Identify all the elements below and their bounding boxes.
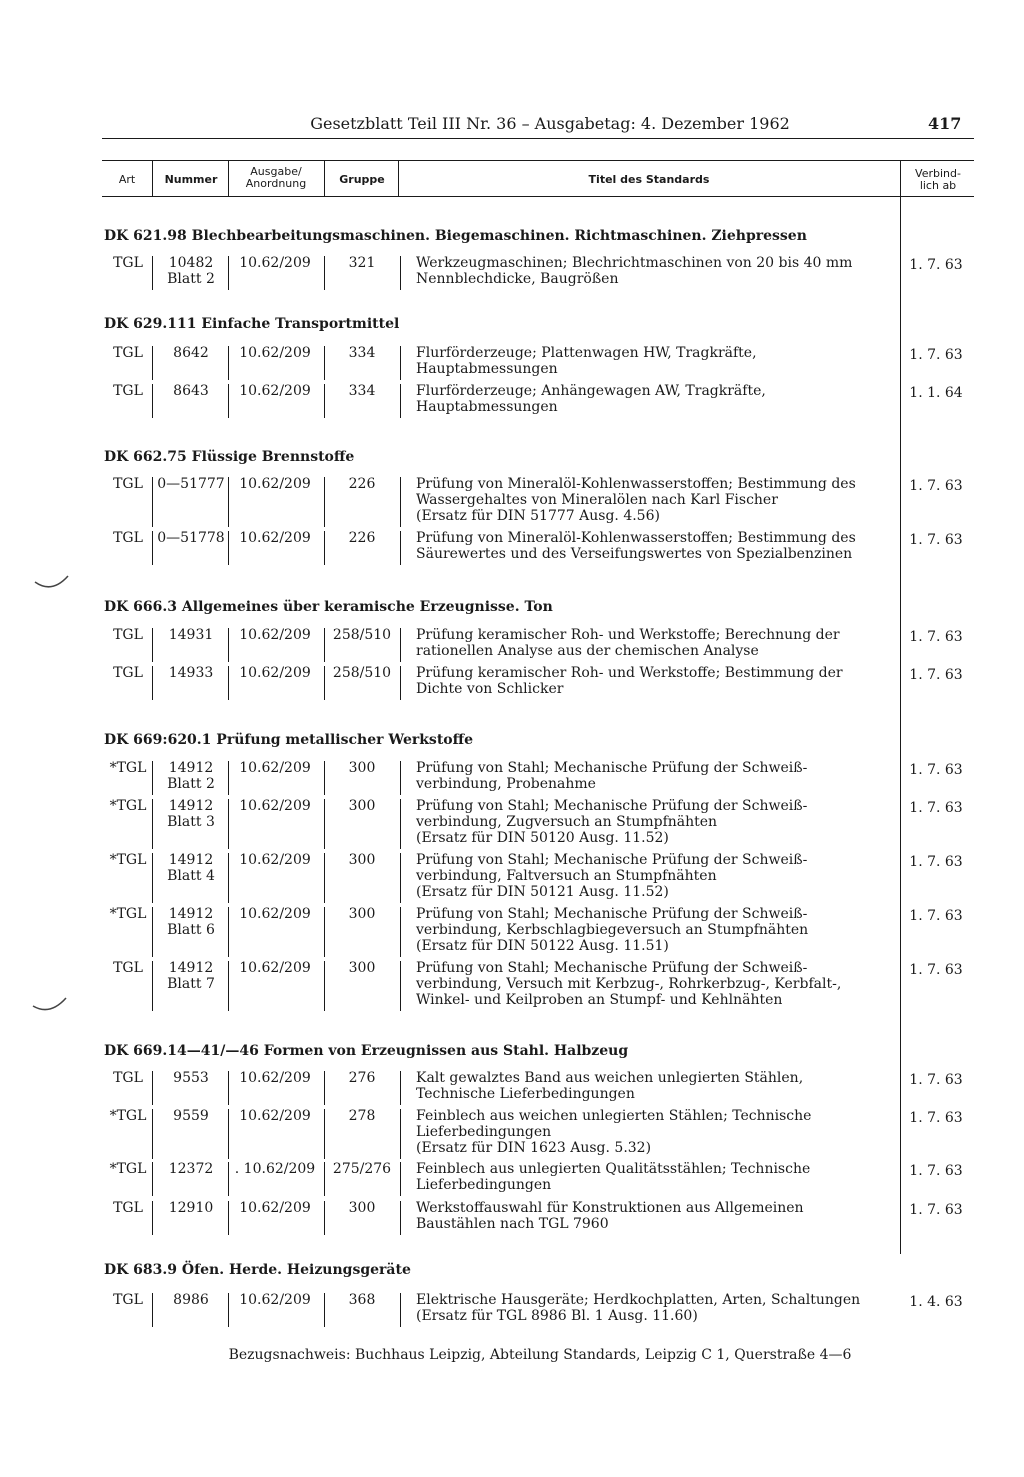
cell-nummer: Blatt 3: [167, 814, 215, 830]
row-separator: [324, 1293, 325, 1327]
cell-art: TGL: [113, 530, 143, 546]
cell-verbindlich: 1. 1. 64: [909, 385, 963, 401]
cell-ausgabe: 10.62/209: [239, 345, 311, 361]
row-separator: [228, 384, 229, 418]
row-separator: [152, 1293, 153, 1327]
cell-titel-line: Prüfung von Mineralöl-Kohlenwasserstoffen; Bestimmung des: [416, 476, 856, 492]
margin-pencil-mark: [30, 996, 70, 1020]
column-header-ausgabe-line-2: Anordnung: [245, 177, 307, 190]
cell-titel-line: Kalt gewalztes Band aus weichen unlegierten Stählen,: [416, 1070, 804, 1086]
cell-gruppe: 300: [348, 960, 376, 976]
row-separator: [400, 1293, 401, 1327]
cell-art: *TGL: [109, 798, 147, 814]
cell-titel-line: (Ersatz für DIN 50120 Ausg. 11.52): [416, 830, 669, 846]
row-separator: [324, 628, 325, 662]
row-separator: [152, 1201, 153, 1235]
row-separator: [152, 477, 153, 527]
section-heading: DK 629.111 Einfache Transportmittel: [104, 316, 400, 332]
cell-titel-line: Werkstoffauswahl für Konstruktionen aus Allgemeinen: [416, 1200, 804, 1216]
cell-gruppe: 334: [348, 383, 376, 399]
row-separator: [228, 961, 229, 1011]
page-header-title: Gesetzblatt Teil III Nr. 36 – Ausgabetag: 4. Dezember 1962: [310, 114, 790, 133]
row-separator: [324, 1201, 325, 1235]
cell-ausgabe: . 10.62/209: [234, 1161, 316, 1177]
section-heading: DK 669.14—41/—46 Formen von Erzeugnissen aus Stahl. Halbzeug: [104, 1043, 629, 1059]
cell-art: TGL: [113, 345, 143, 361]
cell-art: TGL: [113, 255, 143, 271]
cell-titel-line: (Ersatz für DIN 51777 Ausg. 4.56): [416, 508, 660, 524]
column-header-nummer: Nummer: [164, 173, 218, 186]
cell-ausgabe: 10.62/209: [239, 906, 311, 922]
margin-pencil-mark: [32, 572, 72, 596]
cell-titel-line: (Ersatz für TGL 8986 Bl. 1 Ausg. 11.60): [416, 1308, 698, 1324]
row-separator: [324, 907, 325, 957]
cell-gruppe: 334: [348, 345, 376, 361]
cell-titel-line: Elektrische Hausgeräte; Herdkochplatten, Arten, Schaltungen: [416, 1292, 861, 1308]
row-separator: [228, 628, 229, 662]
cell-nummer: 9559: [173, 1108, 209, 1124]
row-separator: [400, 907, 401, 957]
row-separator: [400, 799, 401, 849]
cell-gruppe: 258/510: [332, 627, 392, 643]
cell-nummer: Blatt 4: [167, 868, 215, 884]
row-separator: [400, 531, 401, 565]
row-separator: [228, 853, 229, 903]
section-heading: DK 621.98 Blechbearbeitungsmaschinen. Biegemaschinen. Richtmaschinen. Ziehpressen: [104, 228, 807, 244]
cell-nummer: 14912: [168, 798, 214, 814]
cell-nummer: 12372: [168, 1161, 214, 1177]
cell-gruppe: 258/510: [332, 665, 392, 681]
cell-art: TGL: [113, 383, 143, 399]
row-separator: [324, 346, 325, 380]
column-separator-right: [900, 160, 901, 1254]
row-separator: [324, 1109, 325, 1159]
cell-gruppe: 226: [348, 530, 376, 546]
cell-gruppe: 300: [348, 1200, 376, 1216]
cell-titel-line: Feinblech aus unlegierten Qualitätsstählen; Technische: [416, 1161, 811, 1177]
row-separator: [152, 853, 153, 903]
cell-art: *TGL: [109, 760, 147, 776]
cell-titel-line: Wassergehaltes von Mineralölen nach Karl Fischer: [416, 492, 778, 508]
column-header-ausgabe: [232, 166, 320, 190]
row-separator: [152, 1162, 153, 1196]
cell-art: TGL: [113, 1070, 143, 1086]
row-separator: [324, 477, 325, 527]
row-separator: [324, 1071, 325, 1105]
cell-nummer: 14912: [168, 852, 214, 868]
row-separator: [228, 761, 229, 795]
column-header-gruppe: Gruppe: [339, 173, 385, 186]
cell-art: *TGL: [109, 1108, 147, 1124]
cell-titel-line: Hauptabmessungen: [416, 361, 558, 377]
cell-ausgabe: 10.62/209: [239, 760, 311, 776]
row-separator: [228, 346, 229, 380]
cell-gruppe: 278: [348, 1108, 376, 1124]
row-separator: [324, 384, 325, 418]
column-header-ausgabe-line-1: Ausgabe/: [250, 165, 302, 178]
row-separator: [152, 907, 153, 957]
cell-gruppe: 300: [348, 760, 376, 776]
cell-verbindlich: 1. 7. 63: [909, 800, 963, 816]
cell-titel-line: Hauptabmessungen: [416, 399, 558, 415]
row-separator: [400, 961, 401, 1011]
cell-ausgabe: 10.62/209: [239, 798, 311, 814]
cell-gruppe: 300: [348, 852, 376, 868]
row-separator: [400, 1162, 401, 1196]
row-separator: [152, 961, 153, 1011]
cell-nummer: 10482: [168, 255, 214, 271]
column-header-verbindlich-line-2: lich ab: [919, 179, 957, 192]
cell-nummer: Blatt 2: [167, 271, 215, 287]
row-separator: [400, 1109, 401, 1159]
row-separator: [228, 666, 229, 700]
row-separator: [228, 1293, 229, 1327]
cell-titel-line: Prüfung von Stahl; Mechanische Prüfung der Schweiß-: [416, 852, 808, 868]
cell-titel-line: Prüfung von Stahl; Mechanische Prüfung der Schweiß-: [416, 960, 808, 976]
cell-verbindlich: 1. 7. 63: [909, 629, 963, 645]
cell-art: TGL: [113, 1200, 143, 1216]
row-separator: [152, 531, 153, 565]
cell-titel-line: (Ersatz für DIN 50122 Ausg. 11.51): [416, 938, 669, 954]
cell-ausgabe: 10.62/209: [239, 476, 311, 492]
row-separator: [400, 1201, 401, 1235]
cell-ausgabe: 10.62/209: [239, 530, 311, 546]
cell-titel-line: Prüfung von Stahl; Mechanische Prüfung der Schweiß-: [416, 798, 808, 814]
cell-titel-line: Werkzeugmaschinen; Blechrichtmaschinen von 20 bis 40 mm: [416, 255, 853, 271]
cell-verbindlich: 1. 7. 63: [909, 1072, 963, 1088]
cell-titel-line: (Ersatz für DIN 50121 Ausg. 11.52): [416, 884, 669, 900]
cell-titel-line: (Ersatz für DIN 1623 Ausg. 5.32): [416, 1140, 652, 1156]
cell-titel-line: verbindung, Probenahme: [416, 776, 596, 792]
row-separator: [152, 384, 153, 418]
row-separator: [152, 346, 153, 380]
cell-titel-line: Lieferbedingungen: [416, 1177, 552, 1193]
cell-verbindlich: 1. 7. 63: [909, 347, 963, 363]
row-separator: [152, 799, 153, 849]
row-separator: [228, 799, 229, 849]
row-separator: [152, 666, 153, 700]
cell-titel-line: verbindung, Faltversuch an Stumpfnähten: [416, 868, 717, 884]
column-separator: [324, 160, 325, 196]
cell-titel-line: Prüfung keramischer Roh- und Werkstoffe; Berechnung der: [416, 627, 840, 643]
cell-ausgabe: 10.62/209: [239, 627, 311, 643]
row-separator: [324, 666, 325, 700]
column-header-titel: Titel des Standards: [588, 173, 710, 186]
cell-titel-line: Prüfung von Stahl; Mechanische Prüfung der Schweiß-: [416, 760, 808, 776]
cell-verbindlich: 1. 7. 63: [909, 257, 963, 273]
row-separator: [400, 761, 401, 795]
cell-verbindlich: 1. 7. 63: [909, 962, 963, 978]
cell-titel-line: Baustählen nach TGL 7960: [416, 1216, 609, 1232]
cell-art: TGL: [113, 627, 143, 643]
column-header-verbindlich-line-1: Verbind-: [915, 167, 961, 180]
cell-titel-line: Technische Lieferbedingungen: [416, 1086, 635, 1102]
row-separator: [228, 1109, 229, 1159]
row-separator: [324, 256, 325, 290]
cell-gruppe: 368: [348, 1292, 376, 1308]
cell-verbindlich: 1. 7. 63: [909, 854, 963, 870]
column-header-art: Art: [118, 173, 136, 186]
cell-verbindlich: 1. 7. 63: [909, 478, 963, 494]
row-separator: [400, 628, 401, 662]
cell-nummer: 14931: [168, 627, 214, 643]
row-separator: [228, 531, 229, 565]
cell-gruppe: 321: [348, 255, 376, 271]
cell-ausgabe: 10.62/209: [239, 665, 311, 681]
row-separator: [228, 1071, 229, 1105]
row-separator: [324, 1162, 325, 1196]
cell-nummer: 0—51777: [157, 476, 225, 492]
cell-titel-line: Dichte von Schlicker: [416, 681, 564, 697]
cell-nummer: 8642: [173, 345, 209, 361]
row-separator: [152, 761, 153, 795]
cell-titel-line: Nennblechdicke, Baugrößen: [416, 271, 619, 287]
cell-nummer: 8986: [173, 1292, 209, 1308]
cell-verbindlich: 1. 7. 63: [909, 1110, 963, 1126]
cell-titel-line: Prüfung von Stahl; Mechanische Prüfung der Schweiß-: [416, 906, 808, 922]
cell-nummer: 9553: [173, 1070, 209, 1086]
table-header-bottom-rule: [102, 196, 974, 197]
cell-titel-line: Prüfung von Mineralöl-Kohlenwasserstoffen; Bestimmung des: [416, 530, 856, 546]
footer-bezugsnachweis: Bezugsnachweis: Buchhaus Leipzig, Abteilung Standards, Leipzig C 1, Querstraße 4—6: [228, 1347, 852, 1363]
cell-nummer: Blatt 6: [167, 922, 215, 938]
cell-ausgabe: 10.62/209: [239, 1292, 311, 1308]
cell-titel-line: verbindung, Versuch mit Kerbzug-, Rohrkerbzug-, Kerbfalt-,: [416, 976, 842, 992]
row-separator: [152, 1109, 153, 1159]
cell-nummer: Blatt 7: [167, 976, 215, 992]
row-separator: [324, 961, 325, 1011]
cell-verbindlich: 1. 7. 63: [909, 1163, 963, 1179]
cell-verbindlich: 1. 4. 63: [909, 1294, 963, 1310]
cell-titel-line: Prüfung keramischer Roh- und Werkstoffe; Bestimmung der: [416, 665, 843, 681]
section-heading: DK 662.75 Flüssige Brennstoffe: [104, 449, 355, 465]
table-header-top-rule: [102, 160, 974, 161]
row-separator: [400, 853, 401, 903]
row-separator: [228, 907, 229, 957]
row-separator: [152, 256, 153, 290]
header-rule: [102, 138, 974, 139]
cell-ausgabe: 10.62/209: [239, 255, 311, 271]
cell-art: TGL: [113, 476, 143, 492]
row-separator: [400, 384, 401, 418]
column-separator: [228, 160, 229, 196]
cell-gruppe: 275/276: [332, 1161, 392, 1177]
cell-titel-line: rationellen Analyse aus der chemischen Analyse: [416, 643, 759, 659]
row-separator: [324, 799, 325, 849]
cell-titel-line: Feinblech aus weichen unlegierten Stählen; Technische: [416, 1108, 812, 1124]
row-separator: [228, 1201, 229, 1235]
cell-verbindlich: 1. 7. 63: [909, 532, 963, 548]
cell-verbindlich: 1. 7. 63: [909, 1202, 963, 1218]
cell-titel-line: Flurförderzeuge; Plattenwagen HW, Tragkräfte,: [416, 345, 757, 361]
column-separator: [398, 160, 399, 196]
cell-nummer: 14933: [168, 665, 214, 681]
cell-nummer: 14912: [168, 906, 214, 922]
row-separator: [324, 853, 325, 903]
cell-verbindlich: 1. 7. 63: [909, 762, 963, 778]
cell-ausgabe: 10.62/209: [239, 852, 311, 868]
cell-gruppe: 300: [348, 906, 376, 922]
cell-verbindlich: 1. 7. 63: [909, 667, 963, 683]
cell-ausgabe: 10.62/209: [239, 1200, 311, 1216]
cell-gruppe: 276: [348, 1070, 376, 1086]
cell-nummer: 12910: [168, 1200, 214, 1216]
cell-ausgabe: 10.62/209: [239, 383, 311, 399]
section-heading: DK 666.3 Allgemeines über keramische Erzeugnisse. Ton: [104, 599, 553, 615]
section-heading: DK 683.9 Öfen. Herde. Heizungsgeräte: [104, 1262, 411, 1278]
cell-gruppe: 226: [348, 476, 376, 492]
cell-ausgabe: 10.62/209: [239, 1070, 311, 1086]
cell-ausgabe: 10.62/209: [239, 960, 311, 976]
row-separator: [324, 761, 325, 795]
cell-art: *TGL: [109, 1161, 147, 1177]
cell-art: TGL: [113, 960, 143, 976]
cell-titel-line: Winkel- und Keilproben an Stumpf- und Kehlnähten: [416, 992, 783, 1008]
cell-art: TGL: [113, 665, 143, 681]
cell-titel-line: Flurförderzeuge; Anhängewagen AW, Tragkräfte,: [416, 383, 766, 399]
row-separator: [324, 531, 325, 565]
cell-art: *TGL: [109, 852, 147, 868]
cell-art: TGL: [113, 1292, 143, 1308]
cell-nummer: Blatt 2: [167, 776, 215, 792]
cell-nummer: 14912: [168, 760, 214, 776]
cell-art: *TGL: [109, 906, 147, 922]
cell-titel-line: Säurewertes und des Verseifungswertes von Spezialbenzinen: [416, 546, 853, 562]
cell-nummer: 0—51778: [157, 530, 225, 546]
row-separator: [400, 1071, 401, 1105]
cell-nummer: 14912: [168, 960, 214, 976]
cell-titel-line: verbindung, Kerbschlagbiegeversuch an Stumpfnähten: [416, 922, 809, 938]
cell-titel-line: verbindung, Zugversuch an Stumpfnähten: [416, 814, 718, 830]
row-separator: [228, 1162, 229, 1196]
cell-verbindlich: 1. 7. 63: [909, 908, 963, 924]
row-separator: [400, 346, 401, 380]
row-separator: [400, 256, 401, 290]
page-number: 417: [928, 114, 962, 133]
row-separator: [228, 477, 229, 527]
cell-nummer: 8643: [173, 383, 209, 399]
row-separator: [400, 477, 401, 527]
section-heading: DK 669:620.1 Prüfung metallischer Werkstoffe: [104, 732, 474, 748]
row-separator: [228, 256, 229, 290]
cell-titel-line: Lieferbedingungen: [416, 1124, 552, 1140]
column-separator: [152, 160, 153, 196]
row-separator: [152, 1071, 153, 1105]
cell-ausgabe: 10.62/209: [239, 1108, 311, 1124]
row-separator: [400, 666, 401, 700]
cell-gruppe: 300: [348, 798, 376, 814]
column-header-verbindlich: [904, 168, 972, 192]
row-separator: [152, 628, 153, 662]
